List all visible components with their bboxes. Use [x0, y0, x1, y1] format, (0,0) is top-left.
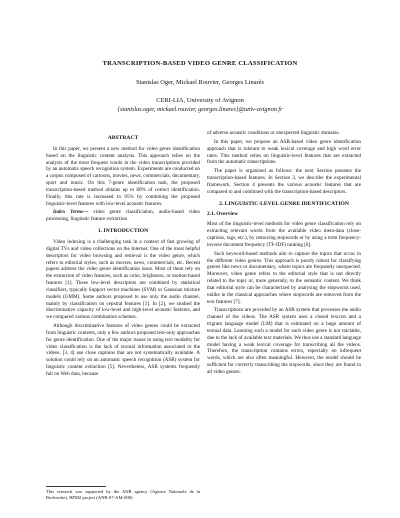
paper-authors: Stanislas Oger, Mickael Rouvier, Georges Linarès	[135, 79, 265, 86]
right-paragraph-0: of adverse acoustic conditions or unexpected linguistic domains.	[207, 130, 340, 136]
paper-affiliation: CERI-LIA, University of Avignon	[156, 97, 244, 104]
section-2-paragraph-1: Most of the linguistic-level methods for video genre classification rely on extracting relevant words from the available video meta-data (close-captions, tags, etc.), by removing stopwords or by using a term frequency-inverse document frequency (TF-IDF) ranking [6].	[207, 221, 361, 248]
footnote: This research was supported by the ANR agency (Agence Nationale de la Recherche), RPM2 project (ANR-07-AM-008)	[46, 489, 200, 500]
section-2-1-heading: 2.1. Overview	[207, 211, 239, 218]
section-1-paragraph-1: Video indexing is a challenging task in a context of fast growing of digital TVs and video collections on the Internet. One of the most helpful descriptors for video browsing and retrieval is the video genre, which refers to editorial styles, such as movies, news, commercials, etc. Recent papers address the video genre identification issue. Most of them rely on the extraction of video features, such as color, brightness, or motion-based features [1]. These low-level descriptors are combined by statistical classifiers, typically Support vector machines (SVM) or Gaussian mixture models (GMM). Some authors proposed to use only the audio channel, mainly by classification on cepstral features [1]. In [2], we studied the discriminative capacity of low-level and high-level acoustic features, and we compared various combination schemes.	[46, 238, 200, 321]
abstract-heading: ABSTRACT	[107, 135, 139, 141]
right-paragraph-2: The paper is organized as follows: the next Section presents the transcription-based features. In Section 3, we describe the experimental framework. Section 4 presents the various acoustic features that are compared to and combined with the transcription-based descriptors.	[207, 168, 361, 195]
section-1-heading: 1. INTRODUCTION	[97, 228, 149, 235]
paper-title: TRANSCRIPTION-BASED VIDEO GENRE CLASSIFICATION	[102, 60, 298, 67]
right-paragraph-1: In this paper, we propose an ASR-based video genre identification approach that is tolerant to weak lexical coverage and high word error rates. This method relies on linguistic-level features that are extracted from the automatic transcriptions.	[207, 138, 361, 166]
paper-emails: {stanislas.oger, mickael.rouvier, georges.linares}@univ-avignon.fr	[117, 106, 283, 113]
section-2-heading: 2. LINGUISTIC-LEVEL GENRE IDENTIFICATION	[219, 200, 349, 207]
section-2-paragraph-2: Such keyword-based methods aim to capture the topics that occur in the different video genres. This approach is poorly robust for classifying genres like news or documentary, where topics are frequently unexpected. Moreover, video genre refers to the editorial style that is not directly related to the topic or, more generally, to the semantic content. We think that editorial style can be characterized by analysing the stopwords used, unlike in the classical approaches where stopwords are removed from the text features [7].	[207, 250, 361, 305]
right-column	[207, 130, 361, 378]
index-terms	[46, 209, 200, 223]
left-column	[46, 130, 200, 380]
abstract-text: In this paper, we present a new method for video genre identification based on the linguistic content analysis. This approach relies on the analysis of the most frequent words in the video transcriptions provided by an automatic speech recognition system. Experiments are conducted on a corpus composed of cartoons, movies, news, commercials, documentary, sport and music. On this 7-genre identification task, the proposed transcription-based method obtains up to 80% of correct identification. Finally, this rate is increased to 95% by combining the proposed linguistic-level features with low-level acoustic features.	[46, 145, 200, 207]
footnote-rule	[46, 486, 106, 487]
index-terms-text: video genre classification, audio-based video processing, linguistic feature extraction	[46, 209, 200, 223]
section-1-paragraph-2: Although discriminative features of video genres could be extracted from linguistic contents, only a few authors proposed text-only approaches for genre identification. One of the major issues in using text modality for video classification is the lack of textual information associated to the videos. [3, 4] use close captions that are not systematically available. A solution could rely on an automatic speech recognition (ASR) system for linguistic content extraction [5]. Nevertheless, ASR systems frequently fail on Web data, because	[46, 323, 200, 377]
section-2-paragraph-3: Transcriptions are provided by an ASR system that processes the audio channel of the videos. The ASR system uses a closed lexicon and a trigram language model (LM) that is estimated on a huge amount of textual data. Learning such a model for each video genre is not tractable, due to the lack of available text materials. We thus use a standard language model having a weak lexical coverage for transcribing all the videos. Therefore, the transcription contains errors, especially on infrequent words, which are also often meaningful. However, the model should be sufficient for correctly transcribing the stopwords, since they are found in all video genres.	[207, 307, 361, 375]
index-terms-label: Index Terms—	[53, 209, 89, 216]
